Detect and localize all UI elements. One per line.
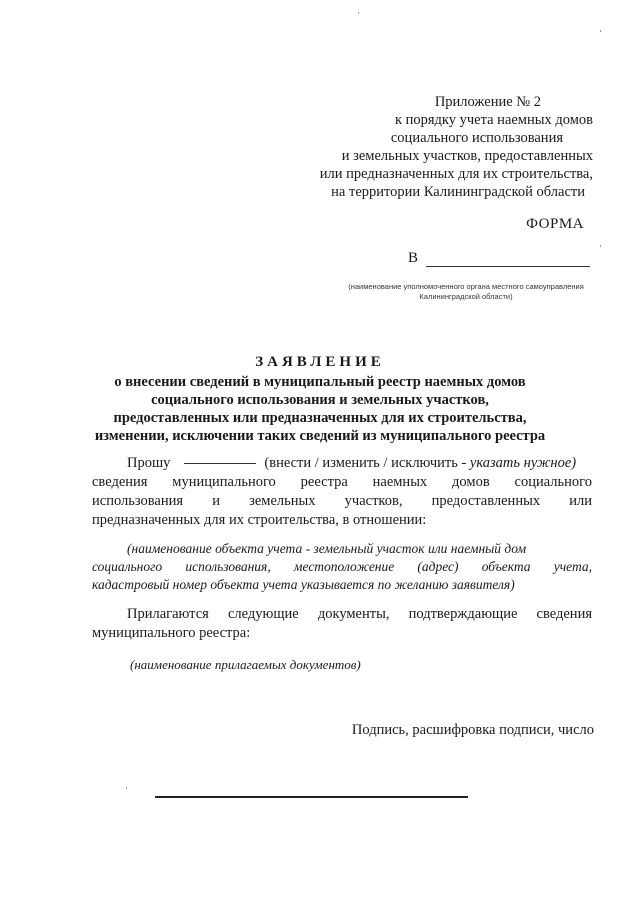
attached-line: Прилагаются следующие документы, подтверждающие сведения [127, 606, 592, 622]
attached-line: муниципального реестра: [92, 625, 251, 641]
request-line: предназначенных для их строительства, в отношении: [92, 512, 427, 528]
form-label: ФОРМА [526, 216, 584, 232]
appendix-line: Приложение № 2 [434, 94, 541, 110]
scan-speck [358, 12, 359, 14]
scan-speck [600, 245, 601, 247]
appendix-header [263, 93, 593, 201]
addressee-line [408, 250, 590, 270]
subtitle-line: социального использования и земельных участков, [151, 392, 489, 408]
request-line: сведения муниципального реестра наемных домов социального [92, 474, 592, 490]
appendix-line: и земельных участков, предоставленных [341, 148, 593, 164]
addressee-prefix: В [408, 250, 419, 266]
object-note [92, 540, 592, 594]
appendix-line: социального использования [390, 130, 563, 146]
appendix-line: или предназначенных для их строительства, [319, 166, 593, 182]
subtitle-line: изменении, исключении таких сведений из муниципального реестра [94, 428, 546, 444]
addressee-note-line: (наименование уполномоченного органа местного самоуправления [348, 282, 584, 291]
signature-line: Подпись, расшифровка подписи, число [351, 722, 594, 738]
attached-documents-note: (наименование прилагаемых документов) [130, 657, 361, 672]
document-title: ЗАЯВЛЕНИЕ [255, 354, 385, 370]
scan-speck [126, 787, 127, 789]
request-line: использования и земельных участков, предоставленных или [92, 493, 592, 509]
addressee-note [336, 282, 596, 302]
request-options: (внести / изменить / исключить - [264, 455, 470, 471]
object-note-line: (наименование объекта учета - земельный участок или наемный дом [127, 541, 527, 556]
subtitle-line: о внесении сведений в муниципальный реестр наемных домов [114, 374, 526, 390]
request-first-line [92, 454, 592, 473]
document-subtitle [60, 373, 580, 445]
subtitle-line: предоставленных или предназначенных для их строительства, [113, 410, 527, 426]
object-note-line: социального использования, местоположение (адрес) объекта учета, [92, 559, 592, 574]
object-note-line: кадастровый номер объекта учета указывается по желанию заявителя) [92, 577, 515, 592]
addressee-note-line: Калининградской области) [419, 292, 513, 301]
request-paragraph [92, 454, 592, 530]
request-word: Прошу [127, 455, 171, 471]
footer-rule [155, 796, 468, 798]
appendix-line: на территории Калининградской области [331, 184, 585, 200]
attached-documents-paragraph [92, 605, 592, 643]
scan-speck [600, 30, 601, 32]
addressee-blank [426, 266, 590, 267]
request-options-hint: указать нужное) [469, 455, 577, 471]
appendix-line: к порядку учета наемных домов [394, 112, 593, 128]
request-action-blank [184, 463, 256, 464]
